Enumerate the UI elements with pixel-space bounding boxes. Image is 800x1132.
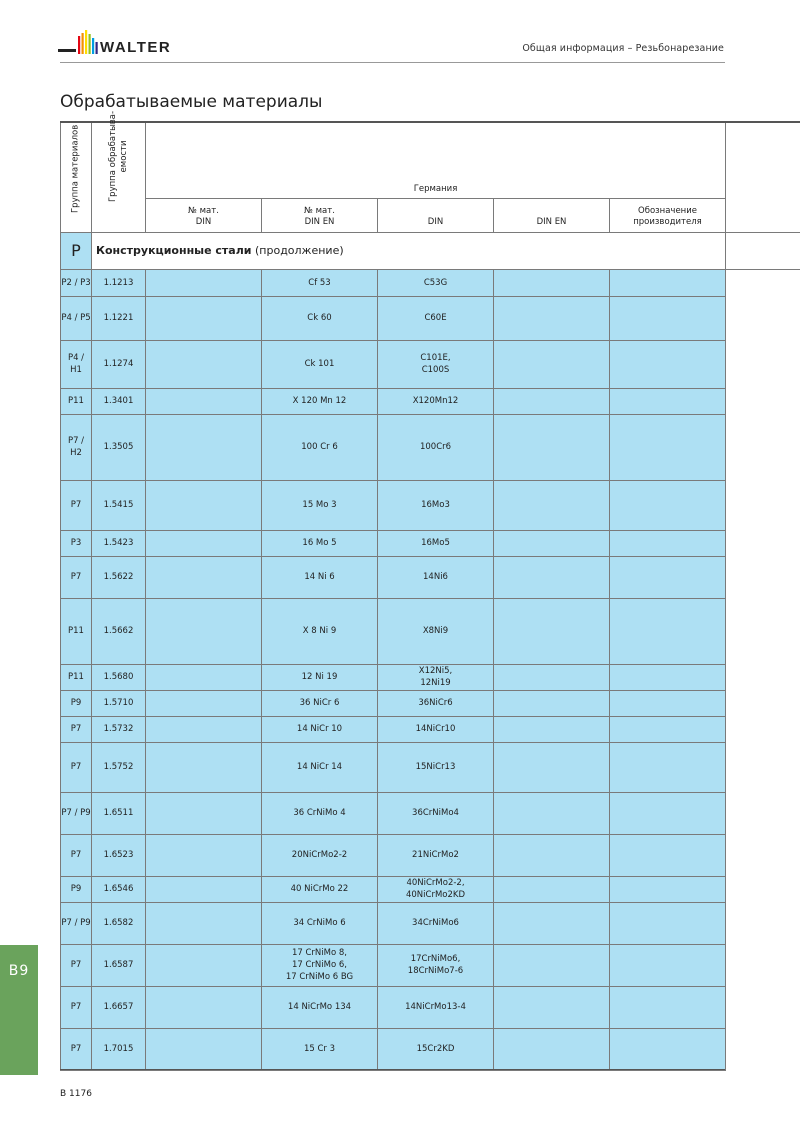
machinability-group-cell: P7 / P9 <box>61 792 92 834</box>
table-row <box>61 296 800 340</box>
manufacturer-designation-cell <box>494 1028 610 1070</box>
machinability-group-cell: P7 / H2 <box>61 414 92 480</box>
next-country-cell <box>610 414 726 480</box>
machinability-group-cell: P7 <box>61 944 92 986</box>
din-en-designation-cell: 40NiCrMo2-2, 40NiCrMo2KD <box>378 876 494 902</box>
din-designation-cell: 17 CrNiMo 8, 17 CrNiMo 6, 17 CrNiMo 6 BG <box>262 944 378 986</box>
svg-text:WALTER: WALTER <box>100 39 172 56</box>
table-row <box>61 792 800 834</box>
chapter-tab <box>0 945 38 1075</box>
material-number-din-en-cell <box>146 388 262 414</box>
din-designation-cell: 36 CrNiMo 4 <box>262 792 378 834</box>
machinability-group-cell: P4 / H1 <box>61 340 92 388</box>
material-number-din-en-cell <box>146 716 262 742</box>
material-number-din-en-cell <box>146 598 262 664</box>
material-number-din-en-cell <box>146 944 262 986</box>
material-number-din-cell: 1.1213 <box>92 269 146 296</box>
next-country-cell <box>610 296 726 340</box>
next-country-cell <box>610 742 726 792</box>
group-letter-cell <box>61 232 92 269</box>
next-country-cell <box>610 530 726 556</box>
table-row <box>61 690 800 716</box>
table-row <box>61 944 800 986</box>
din-designation-cell: 36 NiCr 6 <box>262 690 378 716</box>
header-mat-din-en: № мат. DIN EN <box>262 198 378 232</box>
manufacturer-designation-cell <box>494 269 610 296</box>
din-designation-cell: Cf 53 <box>262 269 378 296</box>
next-country-cell <box>610 480 726 530</box>
header-din: DIN <box>378 198 494 232</box>
din-designation-cell: 20NiCrMo2-2 <box>262 834 378 876</box>
manufacturer-designation-cell <box>494 834 610 876</box>
material-number-din-en-cell <box>146 556 262 598</box>
manufacturer-designation-cell <box>494 598 610 664</box>
material-number-din-en-cell <box>146 664 262 690</box>
materials-table-wrap <box>60 110 800 1071</box>
header-group-machinability: Группа обрабатыва- емости <box>92 122 146 232</box>
next-country-cell <box>610 340 726 388</box>
table-row <box>61 1028 800 1070</box>
table-row <box>61 414 800 480</box>
next-country-cell <box>610 834 726 876</box>
din-en-designation-cell: 14NiCr10 <box>378 716 494 742</box>
din-designation-cell: 12 Ni 19 <box>262 664 378 690</box>
next-country-cell <box>610 556 726 598</box>
machinability-group-cell: P7 <box>61 986 92 1028</box>
table-row <box>61 388 800 414</box>
material-number-din-en-cell <box>146 902 262 944</box>
din-designation-cell: 15 Mo 3 <box>262 480 378 530</box>
din-designation-cell: 40 NiCrMo 22 <box>262 876 378 902</box>
next-country-cell <box>610 792 726 834</box>
manufacturer-designation-cell <box>494 944 610 986</box>
material-number-din-cell: 1.5732 <box>92 716 146 742</box>
material-number-din-cell: 1.6523 <box>92 834 146 876</box>
manufacturer-designation-cell <box>494 876 610 902</box>
manufacturer-designation-cell <box>494 414 610 480</box>
material-number-din-cell: 1.5752 <box>92 742 146 792</box>
machinability-group-cell: P7 <box>61 480 92 530</box>
din-en-designation-cell: 15Cr2KD <box>378 1028 494 1070</box>
material-number-din-en-cell <box>146 480 262 530</box>
din-designation-cell: 15 Cr 3 <box>262 1028 378 1070</box>
table-row <box>61 480 800 530</box>
table-row <box>61 716 800 742</box>
manufacturer-designation-cell <box>494 480 610 530</box>
page-title: Обрабатываемые материалы <box>60 92 323 112</box>
manufacturer-designation-cell <box>494 902 610 944</box>
next-country-cell <box>610 902 726 944</box>
material-number-din-cell: 1.6546 <box>92 876 146 902</box>
header-next-country <box>726 122 800 232</box>
din-designation-cell: 34 CrNiMo 6 <box>262 902 378 944</box>
din-designation-cell: X 8 Ni 9 <box>262 598 378 664</box>
table-row <box>61 742 800 792</box>
manufacturer-designation-cell <box>494 530 610 556</box>
din-en-designation-cell: 17CrNiMo6, 18CrNiMo7-6 <box>378 944 494 986</box>
material-number-din-en-cell <box>146 834 262 876</box>
material-number-din-en-cell <box>146 414 262 480</box>
group-letter: P <box>71 241 81 260</box>
din-en-designation-cell: 14NiCrMo13-4 <box>378 986 494 1028</box>
next-country-cell <box>610 986 726 1028</box>
table-row <box>61 902 800 944</box>
material-number-din-cell: 1.5622 <box>92 556 146 598</box>
material-number-din-en-cell <box>146 296 262 340</box>
table-row <box>61 834 800 876</box>
material-number-din-cell: 1.1221 <box>92 296 146 340</box>
din-en-designation-cell: 100Cr6 <box>378 414 494 480</box>
material-number-din-cell: 1.3505 <box>92 414 146 480</box>
din-designation-cell: 14 Ni 6 <box>262 556 378 598</box>
manufacturer-designation-cell <box>494 716 610 742</box>
machinability-group-cell: P11 <box>61 388 92 414</box>
material-number-din-en-cell <box>146 340 262 388</box>
header-mat-din: № мат. DIN <box>146 198 262 232</box>
materials-table <box>60 110 800 1071</box>
machinability-group-cell: P2 / P3 <box>61 269 92 296</box>
material-number-din-cell: 1.6657 <box>92 986 146 1028</box>
material-number-din-cell: 1.5710 <box>92 690 146 716</box>
manufacturer-designation-cell <box>494 664 610 690</box>
material-number-din-en-cell <box>146 986 262 1028</box>
machinability-group-cell: P9 <box>61 690 92 716</box>
din-en-designation-cell: 16Mo5 <box>378 530 494 556</box>
din-en-designation-cell: C53G <box>378 269 494 296</box>
din-en-designation-cell: 36CrNiMo4 <box>378 792 494 834</box>
section-title <box>92 232 726 269</box>
chapter-tab-label: B9 <box>8 963 30 979</box>
header-group-material: Группа материалов <box>61 122 92 232</box>
material-number-din-cell: 1.5680 <box>92 664 146 690</box>
table-row <box>61 530 800 556</box>
manufacturer-designation-cell <box>494 986 610 1028</box>
material-number-din-en-cell <box>146 530 262 556</box>
next-country-cell <box>610 944 726 986</box>
din-en-designation-cell: 14Ni6 <box>378 556 494 598</box>
machinability-group-cell: P7 <box>61 556 92 598</box>
material-number-din-cell: 1.7015 <box>92 1028 146 1070</box>
material-number-din-en-cell <box>146 876 262 902</box>
next-country-cell <box>610 598 726 664</box>
table-row <box>61 664 800 690</box>
din-en-designation-cell: X8Ni9 <box>378 598 494 664</box>
machinability-group-cell: P4 / P5 <box>61 296 92 340</box>
din-en-designation-cell: 36NiCr6 <box>378 690 494 716</box>
next-country-cell <box>610 690 726 716</box>
header-country: Германия <box>146 122 726 198</box>
machinability-group-cell: P7 / P9 <box>61 902 92 944</box>
din-en-designation-cell: C101E, C100S <box>378 340 494 388</box>
din-designation-cell: Ck 60 <box>262 296 378 340</box>
next-country-cell <box>610 269 726 296</box>
next-country-cell <box>610 716 726 742</box>
material-number-din-cell: 1.3401 <box>92 388 146 414</box>
manufacturer-designation-cell <box>494 742 610 792</box>
manufacturer-designation-cell <box>494 296 610 340</box>
machinability-group-cell: P11 <box>61 598 92 664</box>
machinability-group-cell: P11 <box>61 664 92 690</box>
material-number-din-en-cell <box>146 792 262 834</box>
header-manufacturer: Обозначение производителя <box>610 198 726 232</box>
table-row <box>61 598 800 664</box>
manufacturer-designation-cell <box>494 556 610 598</box>
material-number-din-cell: 1.6587 <box>92 944 146 986</box>
din-designation-cell: Ck 101 <box>262 340 378 388</box>
header-section-title: Общая информация – Резьбонарезание <box>522 43 724 54</box>
din-designation-cell: X 120 Mn 12 <box>262 388 378 414</box>
din-en-designation-cell: X120Mn12 <box>378 388 494 414</box>
page-number: B 1176 <box>60 1089 92 1099</box>
din-en-designation-cell: 21NiCrMo2 <box>378 834 494 876</box>
material-number-din-cell: 1.6582 <box>92 902 146 944</box>
din-en-designation-cell: X12Ni5, 12Ni19 <box>378 664 494 690</box>
manufacturer-designation-cell <box>494 792 610 834</box>
material-number-din-en-cell <box>146 742 262 792</box>
din-en-designation-cell: C60E <box>378 296 494 340</box>
next-country-cell <box>610 664 726 690</box>
material-number-din-cell: 1.1274 <box>92 340 146 388</box>
material-number-din-en-cell <box>146 1028 262 1070</box>
section-title-suffix: (продолжение) <box>251 244 344 257</box>
din-en-designation-cell: 34CrNiMo6 <box>378 902 494 944</box>
machinability-group-cell: P7 <box>61 834 92 876</box>
table-row <box>61 986 800 1028</box>
table-row <box>61 340 800 388</box>
section-spacer <box>726 232 800 269</box>
din-en-designation-cell: 16Mo3 <box>378 480 494 530</box>
din-designation-cell: 14 NiCr 10 <box>262 716 378 742</box>
machinability-group-cell: P7 <box>61 1028 92 1070</box>
machinability-group-cell: P7 <box>61 716 92 742</box>
din-en-designation-cell: 15NiCr13 <box>378 742 494 792</box>
material-number-din-cell: 1.5662 <box>92 598 146 664</box>
din-designation-cell: 14 NiCrMo 134 <box>262 986 378 1028</box>
material-number-din-cell: 1.5423 <box>92 530 146 556</box>
section-title-bold: Конструкционные стали <box>96 244 252 257</box>
material-number-din-cell: 1.5415 <box>92 480 146 530</box>
next-country-cell <box>610 876 726 902</box>
machinability-group-cell: P9 <box>61 876 92 902</box>
machinability-group-cell: P3 <box>61 530 92 556</box>
manufacturer-designation-cell <box>494 388 610 414</box>
material-number-din-en-cell <box>146 690 262 716</box>
table-row <box>61 876 800 902</box>
manufacturer-designation-cell <box>494 340 610 388</box>
next-country-cell <box>610 388 726 414</box>
din-designation-cell: 100 Cr 6 <box>262 414 378 480</box>
manufacturer-designation-cell <box>494 690 610 716</box>
header-din-en: DIN EN <box>494 198 610 232</box>
walter-logo <box>58 30 198 64</box>
table-bottom-rule <box>60 1069 725 1070</box>
din-designation-cell: 14 NiCr 14 <box>262 742 378 792</box>
material-number-din-en-cell <box>146 269 262 296</box>
machinability-group-cell: P7 <box>61 742 92 792</box>
header-divider <box>60 62 725 63</box>
table-row <box>61 556 800 598</box>
table-row <box>61 269 800 296</box>
next-country-cell <box>610 1028 726 1070</box>
din-designation-cell: 16 Mo 5 <box>262 530 378 556</box>
material-number-din-cell: 1.6511 <box>92 792 146 834</box>
